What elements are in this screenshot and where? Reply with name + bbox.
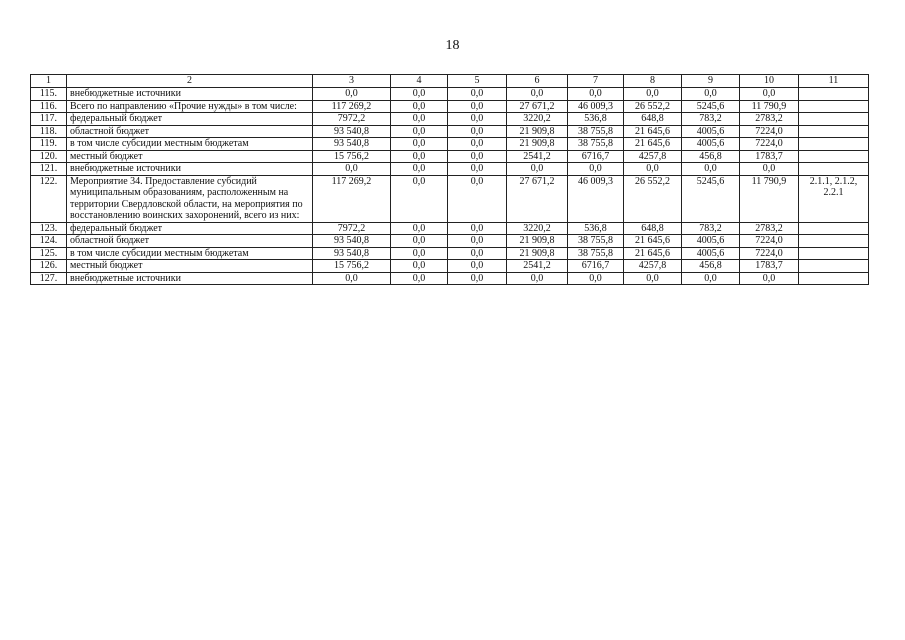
- goal-cell: [799, 235, 869, 248]
- value-cell: 0,0: [568, 163, 624, 176]
- column-header: 4: [391, 75, 448, 88]
- value-cell: 0,0: [568, 88, 624, 101]
- value-cell: 0,0: [391, 125, 448, 138]
- row-number: 115.: [31, 88, 67, 101]
- value-cell: 0,0: [391, 260, 448, 273]
- value-cell: 15 756,2: [313, 150, 391, 163]
- value-cell: 0,0: [391, 113, 448, 126]
- value-cell: 7224,0: [740, 235, 799, 248]
- table-row: [31, 175, 869, 222]
- row-number: 124.: [31, 235, 67, 248]
- row-name: местный бюджет: [67, 150, 313, 163]
- value-cell: 783,2: [682, 113, 740, 126]
- value-cell: 11 790,9: [740, 175, 799, 222]
- value-cell: 21 645,6: [624, 235, 682, 248]
- value-cell: 93 540,8: [313, 235, 391, 248]
- value-cell: 0,0: [448, 125, 507, 138]
- value-cell: 3220,2: [507, 113, 568, 126]
- table-row: [31, 235, 869, 248]
- goal-cell: [799, 163, 869, 176]
- value-cell: 0,0: [391, 138, 448, 151]
- value-cell: 0,0: [568, 272, 624, 285]
- goal-cell: [799, 138, 869, 151]
- value-cell: 1783,7: [740, 150, 799, 163]
- row-number: 125.: [31, 247, 67, 260]
- value-cell: 7224,0: [740, 125, 799, 138]
- header-row: [31, 75, 869, 88]
- value-cell: 0,0: [391, 100, 448, 113]
- value-cell: 0,0: [624, 272, 682, 285]
- value-cell: 0,0: [313, 272, 391, 285]
- column-header: 8: [624, 75, 682, 88]
- table-row: [31, 260, 869, 273]
- row-number: 121.: [31, 163, 67, 176]
- value-cell: 7972,2: [313, 222, 391, 235]
- value-cell: 5245,6: [682, 100, 740, 113]
- budget-table: [30, 74, 869, 285]
- value-cell: 4005,6: [682, 235, 740, 248]
- row-number: 116.: [31, 100, 67, 113]
- value-cell: 0,0: [391, 150, 448, 163]
- value-cell: 0,0: [507, 163, 568, 176]
- value-cell: 21 645,6: [624, 125, 682, 138]
- value-cell: 456,8: [682, 260, 740, 273]
- row-number: 127.: [31, 272, 67, 285]
- value-cell: 648,8: [624, 113, 682, 126]
- value-cell: 3220,2: [507, 222, 568, 235]
- value-cell: 536,8: [568, 222, 624, 235]
- value-cell: 536,8: [568, 113, 624, 126]
- value-cell: 117 269,2: [313, 175, 391, 222]
- value-cell: 38 755,8: [568, 125, 624, 138]
- value-cell: 0,0: [313, 163, 391, 176]
- column-header: 2: [67, 75, 313, 88]
- goal-cell: [799, 222, 869, 235]
- row-number: 119.: [31, 138, 67, 151]
- value-cell: 0,0: [391, 163, 448, 176]
- value-cell: 0,0: [682, 163, 740, 176]
- row-name: Мероприятие 34. Предоставление субсидий муниципальным образованиям, расположенным на территории Свердловской области, на мероприятия по восстановлению воинских захоронений, всего из них:: [67, 175, 313, 222]
- value-cell: 0,0: [624, 163, 682, 176]
- value-cell: 0,0: [448, 222, 507, 235]
- goal-cell: [799, 272, 869, 285]
- value-cell: 0,0: [448, 138, 507, 151]
- value-cell: 21 909,8: [507, 247, 568, 260]
- table-row: [31, 272, 869, 285]
- value-cell: 117 269,2: [313, 100, 391, 113]
- value-cell: 0,0: [740, 88, 799, 101]
- row-name: в том числе субсидии местным бюджетам: [67, 247, 313, 260]
- value-cell: 0,0: [391, 247, 448, 260]
- table-row: [31, 163, 869, 176]
- value-cell: 4005,6: [682, 247, 740, 260]
- value-cell: 7224,0: [740, 247, 799, 260]
- row-number: 126.: [31, 260, 67, 273]
- column-header: 5: [448, 75, 507, 88]
- column-header: 11: [799, 75, 869, 88]
- goal-cell: [799, 247, 869, 260]
- row-name: внебюджетные источники: [67, 163, 313, 176]
- value-cell: 26 552,2: [624, 175, 682, 222]
- table-row: [31, 150, 869, 163]
- column-header: 3: [313, 75, 391, 88]
- value-cell: 38 755,8: [568, 235, 624, 248]
- goal-cell: 2.1.1, 2.1.2, 2.2.1: [799, 175, 869, 222]
- value-cell: 93 540,8: [313, 138, 391, 151]
- value-cell: 21 909,8: [507, 138, 568, 151]
- value-cell: 46 009,3: [568, 100, 624, 113]
- row-number: 123.: [31, 222, 67, 235]
- value-cell: 46 009,3: [568, 175, 624, 222]
- value-cell: 0,0: [507, 88, 568, 101]
- row-name: Всего по направлению «Прочие нужды» в том числе:: [67, 100, 313, 113]
- value-cell: 0,0: [448, 113, 507, 126]
- row-name: внебюджетные источники: [67, 272, 313, 285]
- column-header: 7: [568, 75, 624, 88]
- goal-cell: [799, 88, 869, 101]
- value-cell: 5245,6: [682, 175, 740, 222]
- value-cell: 0,0: [448, 163, 507, 176]
- row-number: 120.: [31, 150, 67, 163]
- value-cell: 11 790,9: [740, 100, 799, 113]
- value-cell: 0,0: [448, 150, 507, 163]
- value-cell: 456,8: [682, 150, 740, 163]
- value-cell: 0,0: [740, 272, 799, 285]
- row-name: внебюджетные источники: [67, 88, 313, 101]
- goal-cell: [799, 113, 869, 126]
- value-cell: 0,0: [682, 88, 740, 101]
- value-cell: 0,0: [391, 272, 448, 285]
- value-cell: 21 645,6: [624, 138, 682, 151]
- value-cell: 27 671,2: [507, 100, 568, 113]
- page-number: 18: [445, 38, 460, 53]
- value-cell: 38 755,8: [568, 247, 624, 260]
- value-cell: 0,0: [448, 247, 507, 260]
- value-cell: 21 909,8: [507, 235, 568, 248]
- value-cell: 0,0: [448, 100, 507, 113]
- value-cell: 2541,2: [507, 150, 568, 163]
- goal-cell: [799, 150, 869, 163]
- value-cell: 0,0: [391, 222, 448, 235]
- value-cell: 93 540,8: [313, 125, 391, 138]
- value-cell: 0,0: [448, 272, 507, 285]
- row-number: 118.: [31, 125, 67, 138]
- value-cell: 0,0: [507, 272, 568, 285]
- table-row: [31, 113, 869, 126]
- value-cell: 7224,0: [740, 138, 799, 151]
- value-cell: 0,0: [448, 235, 507, 248]
- value-cell: 21 909,8: [507, 125, 568, 138]
- value-cell: 38 755,8: [568, 138, 624, 151]
- row-name: в том числе субсидии местным бюджетам: [67, 138, 313, 151]
- table-row: [31, 88, 869, 101]
- table-body: [31, 88, 869, 285]
- value-cell: 4257,8: [624, 150, 682, 163]
- row-name: федеральный бюджет: [67, 113, 313, 126]
- goal-cell: [799, 100, 869, 113]
- value-cell: 0,0: [448, 88, 507, 101]
- value-cell: 0,0: [448, 260, 507, 273]
- value-cell: 21 645,6: [624, 247, 682, 260]
- table-row: [31, 247, 869, 260]
- table-row: [31, 138, 869, 151]
- table-row: [31, 222, 869, 235]
- table-row: [31, 100, 869, 113]
- row-number: 117.: [31, 113, 67, 126]
- value-cell: 648,8: [624, 222, 682, 235]
- value-cell: 27 671,2: [507, 175, 568, 222]
- value-cell: 0,0: [448, 175, 507, 222]
- value-cell: 6716,7: [568, 150, 624, 163]
- value-cell: 1783,7: [740, 260, 799, 273]
- value-cell: 4005,6: [682, 138, 740, 151]
- row-name: областной бюджет: [67, 125, 313, 138]
- value-cell: 2541,2: [507, 260, 568, 273]
- table-row: [31, 125, 869, 138]
- goal-cell: [799, 260, 869, 273]
- value-cell: 0,0: [391, 235, 448, 248]
- value-cell: 6716,7: [568, 260, 624, 273]
- row-name: федеральный бюджет: [67, 222, 313, 235]
- value-cell: 0,0: [740, 163, 799, 176]
- goal-cell: [799, 125, 869, 138]
- value-cell: 15 756,2: [313, 260, 391, 273]
- column-header: 10: [740, 75, 799, 88]
- column-header: 9: [682, 75, 740, 88]
- value-cell: 4005,6: [682, 125, 740, 138]
- row-name: областной бюджет: [67, 235, 313, 248]
- row-name: местный бюджет: [67, 260, 313, 273]
- value-cell: 2783,2: [740, 222, 799, 235]
- row-number: 122.: [31, 175, 67, 222]
- value-cell: 0,0: [624, 88, 682, 101]
- value-cell: 7972,2: [313, 113, 391, 126]
- column-header: 6: [507, 75, 568, 88]
- value-cell: 783,2: [682, 222, 740, 235]
- column-header: 1: [31, 75, 67, 88]
- value-cell: 2783,2: [740, 113, 799, 126]
- value-cell: 0,0: [313, 88, 391, 101]
- value-cell: 0,0: [682, 272, 740, 285]
- value-cell: 4257,8: [624, 260, 682, 273]
- value-cell: 0,0: [391, 88, 448, 101]
- value-cell: 26 552,2: [624, 100, 682, 113]
- value-cell: 0,0: [391, 175, 448, 222]
- value-cell: 93 540,8: [313, 247, 391, 260]
